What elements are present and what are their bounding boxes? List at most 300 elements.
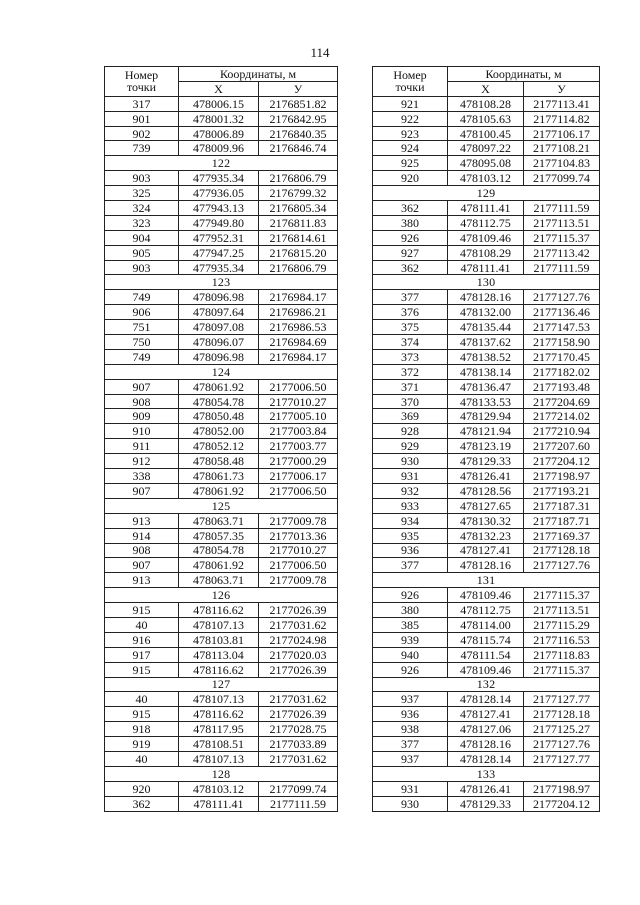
x-coordinate-cell: 478136.47 <box>448 379 524 394</box>
x-coordinate-cell: 478126.41 <box>448 469 524 484</box>
x-header: Х <box>179 81 259 96</box>
point-number-cell: 926 <box>373 588 448 603</box>
table-row <box>373 751 600 766</box>
x-coordinate-cell: 478128.16 <box>448 558 524 573</box>
y-coordinate-cell: 2177099.74 <box>524 171 600 186</box>
y-coordinate-cell: 2176815.20 <box>259 245 338 260</box>
table-row <box>105 722 338 737</box>
table-row <box>373 647 600 662</box>
x-coordinate-cell: 478133.53 <box>448 394 524 409</box>
y-coordinate-cell: 2176799.32 <box>259 186 338 201</box>
point-label-line1: Номер <box>393 68 427 83</box>
point-number-cell: 917 <box>105 647 179 662</box>
point-number-cell: 380 <box>373 215 448 230</box>
point-number-cell: 371 <box>373 379 448 394</box>
table-row <box>105 558 338 573</box>
table-row <box>105 543 338 558</box>
y-header: У <box>259 81 338 96</box>
x-coordinate-cell: 478138.52 <box>448 349 524 364</box>
table-row <box>373 335 600 350</box>
point-number-cell: 739 <box>105 141 179 156</box>
x-coordinate-cell: 478054.78 <box>179 543 259 558</box>
point-number-cell: 933 <box>373 498 448 513</box>
group-label: 133 <box>373 766 600 781</box>
y-coordinate-cell: 2177115.37 <box>524 588 600 603</box>
x-coordinate-cell: 478108.28 <box>448 96 524 111</box>
table-row <box>105 349 338 364</box>
point-number-cell: 325 <box>105 186 179 201</box>
table-row <box>373 692 600 707</box>
x-coordinate-cell: 478052.12 <box>179 439 259 454</box>
y-coordinate-cell: 2177026.39 <box>259 707 338 722</box>
point-number-cell: 927 <box>373 245 448 260</box>
table-row <box>105 469 338 484</box>
x-coordinate-cell: 478063.71 <box>179 573 259 588</box>
y-coordinate-cell: 2177009.78 <box>259 573 338 588</box>
y-coordinate-cell: 2176811.83 <box>259 215 338 230</box>
y-coordinate-cell: 2177111.59 <box>524 201 600 216</box>
point-number-cell: 921 <box>373 96 448 111</box>
page-number: 114 <box>310 45 330 60</box>
y-coordinate-cell: 2176840.35 <box>259 126 338 141</box>
x-coordinate-cell: 478097.22 <box>448 141 524 156</box>
coords-header: Координаты, м <box>448 67 600 82</box>
table-row <box>373 290 600 305</box>
point-number-cell: 323 <box>105 215 179 230</box>
table-row <box>105 141 338 156</box>
point-number-cell: 372 <box>373 364 448 379</box>
y-coordinate-cell: 2176846.74 <box>259 141 338 156</box>
group-row <box>105 156 338 171</box>
table-row <box>373 156 600 171</box>
y-coordinate-cell: 2177193.48 <box>524 379 600 394</box>
group-label: 124 <box>105 364 338 379</box>
point-number-cell: 914 <box>105 528 179 543</box>
table-row <box>373 558 600 573</box>
table-row <box>105 424 338 439</box>
x-coordinate-cell: 478100.45 <box>448 126 524 141</box>
x-coordinate-cell: 478061.73 <box>179 469 259 484</box>
point-number-cell: 912 <box>105 454 179 469</box>
point-number-cell: 929 <box>373 439 448 454</box>
y-coordinate-cell: 2177115.37 <box>524 662 600 677</box>
x-coordinate-cell: 478108.29 <box>448 245 524 260</box>
point-number-cell: 375 <box>373 320 448 335</box>
x-coordinate-cell: 478097.08 <box>179 320 259 335</box>
y-coordinate-cell: 2177006.17 <box>259 469 338 484</box>
y-coordinate-cell: 2177193.21 <box>524 483 600 498</box>
table-row <box>373 171 600 186</box>
y-header: У <box>524 81 600 96</box>
y-coordinate-cell: 2177024.98 <box>259 632 338 647</box>
y-coordinate-cell: 2177204.12 <box>524 454 600 469</box>
table-row <box>105 573 338 588</box>
point-number-cell: 338 <box>105 469 179 484</box>
table-row <box>105 290 338 305</box>
y-coordinate-cell: 2177033.89 <box>259 737 338 752</box>
x-header: Х <box>448 81 524 96</box>
table-row <box>373 364 600 379</box>
point-number-cell: 907 <box>105 379 179 394</box>
x-coordinate-cell: 478128.14 <box>448 751 524 766</box>
group-row <box>373 766 600 781</box>
x-coordinate-cell: 478116.62 <box>179 603 259 618</box>
group-row <box>373 275 600 290</box>
y-coordinate-cell: 2177127.76 <box>524 558 600 573</box>
point-number-cell: 925 <box>373 156 448 171</box>
table-row <box>105 126 338 141</box>
table-row <box>373 498 600 513</box>
point-number-cell: 920 <box>105 781 179 796</box>
table-row <box>105 245 338 260</box>
coords-header: Координаты, м <box>179 67 338 82</box>
coordinates-table-right <box>372 66 600 812</box>
y-coordinate-cell: 2177111.59 <box>524 260 600 275</box>
point-number-cell: 911 <box>105 439 179 454</box>
point-number-cell: 936 <box>373 707 448 722</box>
point-number-cell: 910 <box>105 424 179 439</box>
table-row <box>373 349 600 364</box>
table-row <box>373 737 600 752</box>
y-coordinate-cell: 2177198.97 <box>524 781 600 796</box>
table-row <box>105 662 338 677</box>
y-coordinate-cell: 2177210.94 <box>524 424 600 439</box>
point-number-cell: 751 <box>105 320 179 335</box>
point-number-cell: 928 <box>373 424 448 439</box>
y-coordinate-cell: 2177118.83 <box>524 647 600 662</box>
group-row <box>373 677 600 692</box>
x-coordinate-cell: 478138.14 <box>448 364 524 379</box>
point-number-cell: 377 <box>373 737 448 752</box>
point-number-cell: 909 <box>105 409 179 424</box>
point-label-line1: Номер <box>124 68 159 83</box>
table-row <box>373 617 600 632</box>
table-row <box>373 215 600 230</box>
table-row <box>105 320 338 335</box>
x-coordinate-cell: 478109.46 <box>448 588 524 603</box>
x-coordinate-cell: 478103.81 <box>179 632 259 647</box>
x-coordinate-cell: 478006.89 <box>179 126 259 141</box>
y-coordinate-cell: 2177169.37 <box>524 528 600 543</box>
table-row <box>373 201 600 216</box>
point-number-cell: 370 <box>373 394 448 409</box>
table-row <box>105 394 338 409</box>
x-coordinate-cell: 478129.33 <box>448 454 524 469</box>
point-number-cell: 930 <box>373 796 448 811</box>
table-row <box>373 454 600 469</box>
x-coordinate-cell: 478111.54 <box>448 647 524 662</box>
point-number-cell: 317 <box>105 96 179 111</box>
point-number-cell: 926 <box>373 230 448 245</box>
x-coordinate-cell: 477935.34 <box>179 260 259 275</box>
y-coordinate-cell: 2177005.10 <box>259 409 338 424</box>
x-coordinate-cell: 478107.13 <box>179 617 259 632</box>
y-coordinate-cell: 2176806.79 <box>259 260 338 275</box>
y-coordinate-cell: 2177106.17 <box>524 126 600 141</box>
y-coordinate-cell: 2177214.02 <box>524 409 600 424</box>
y-coordinate-cell: 2176984.17 <box>259 290 338 305</box>
point-number-cell: 915 <box>105 662 179 677</box>
x-coordinate-cell: 477947.25 <box>179 245 259 260</box>
point-number-cell: 362 <box>373 260 448 275</box>
point-number-cell: 926 <box>373 662 448 677</box>
x-coordinate-cell: 478129.33 <box>448 796 524 811</box>
table-row <box>105 617 338 632</box>
x-coordinate-cell: 478096.98 <box>179 290 259 305</box>
y-coordinate-cell: 2177187.71 <box>524 513 600 528</box>
table-row <box>105 171 338 186</box>
coordinates-table-left <box>104 66 338 812</box>
table-row <box>373 320 600 335</box>
y-coordinate-cell: 2176814.61 <box>259 230 338 245</box>
point-number-header <box>373 67 448 97</box>
table-row <box>105 96 338 111</box>
y-coordinate-cell: 2177031.62 <box>259 617 338 632</box>
x-coordinate-cell: 478113.04 <box>179 647 259 662</box>
table-row <box>105 215 338 230</box>
x-coordinate-cell: 478054.78 <box>179 394 259 409</box>
point-number-cell: 920 <box>373 171 448 186</box>
point-number-cell: 901 <box>105 111 179 126</box>
point-number-cell: 377 <box>373 558 448 573</box>
table-row <box>373 141 600 156</box>
group-row <box>373 186 600 201</box>
table-row <box>373 796 600 811</box>
group-label: 128 <box>105 766 338 781</box>
x-coordinate-cell: 478050.48 <box>179 409 259 424</box>
table-row <box>105 409 338 424</box>
y-coordinate-cell: 2176805.34 <box>259 201 338 216</box>
x-coordinate-cell: 478127.06 <box>448 722 524 737</box>
y-coordinate-cell: 2177128.18 <box>524 707 600 722</box>
point-number-cell: 932 <box>373 483 448 498</box>
point-number-cell: 907 <box>105 483 179 498</box>
point-number-cell: 903 <box>105 260 179 275</box>
point-number-cell: 903 <box>105 171 179 186</box>
x-coordinate-cell: 478116.62 <box>179 707 259 722</box>
table-row <box>373 662 600 677</box>
y-coordinate-cell: 2177006.50 <box>259 558 338 573</box>
point-number-cell: 908 <box>105 394 179 409</box>
y-coordinate-cell: 2177147.53 <box>524 320 600 335</box>
y-coordinate-cell: 2177026.39 <box>259 662 338 677</box>
y-coordinate-cell: 2177115.29 <box>524 617 600 632</box>
x-coordinate-cell: 478052.00 <box>179 424 259 439</box>
x-coordinate-cell: 478103.12 <box>179 781 259 796</box>
point-number-cell: 380 <box>373 603 448 618</box>
y-coordinate-cell: 2177115.37 <box>524 230 600 245</box>
group-label: 129 <box>373 186 600 201</box>
table-row <box>373 96 600 111</box>
y-coordinate-cell: 2176986.53 <box>259 320 338 335</box>
point-number-cell: 362 <box>373 201 448 216</box>
x-coordinate-cell: 477949.80 <box>179 215 259 230</box>
table-row <box>105 692 338 707</box>
table-row <box>105 528 338 543</box>
x-coordinate-cell: 478006.15 <box>179 96 259 111</box>
x-coordinate-cell: 478129.94 <box>448 409 524 424</box>
y-coordinate-cell: 2177000.29 <box>259 454 338 469</box>
point-number-cell: 40 <box>105 692 179 707</box>
y-coordinate-cell: 2177009.78 <box>259 513 338 528</box>
table-row <box>373 260 600 275</box>
group-label: 125 <box>105 498 338 513</box>
x-coordinate-cell: 478097.64 <box>179 305 259 320</box>
x-coordinate-cell: 478109.46 <box>448 662 524 677</box>
table-row <box>105 305 338 320</box>
y-coordinate-cell: 2177182.02 <box>524 364 600 379</box>
table-row <box>105 111 338 126</box>
x-coordinate-cell: 478111.41 <box>448 201 524 216</box>
x-coordinate-cell: 478132.23 <box>448 528 524 543</box>
point-number-cell: 904 <box>105 230 179 245</box>
table-row <box>373 707 600 722</box>
table-row <box>105 737 338 752</box>
group-label: 126 <box>105 588 338 603</box>
point-label-line2: точки <box>126 80 157 95</box>
table-row <box>373 230 600 245</box>
point-number-cell: 376 <box>373 305 448 320</box>
x-coordinate-cell: 478137.62 <box>448 335 524 350</box>
point-number-cell: 930 <box>373 454 448 469</box>
y-coordinate-cell: 2177207.60 <box>524 439 600 454</box>
x-coordinate-cell: 478128.16 <box>448 737 524 752</box>
table-row <box>105 483 338 498</box>
table-row <box>105 781 338 796</box>
table-row <box>105 201 338 216</box>
x-coordinate-cell: 478058.48 <box>179 454 259 469</box>
group-label: 131 <box>373 573 600 588</box>
y-coordinate-cell: 2177006.50 <box>259 483 338 498</box>
x-coordinate-cell: 478117.95 <box>179 722 259 737</box>
x-coordinate-cell: 478061.92 <box>179 483 259 498</box>
table-row <box>373 483 600 498</box>
table-row <box>373 528 600 543</box>
x-coordinate-cell: 478114.00 <box>448 617 524 632</box>
table-row <box>373 781 600 796</box>
x-coordinate-cell: 477952.31 <box>179 230 259 245</box>
y-coordinate-cell: 2177198.97 <box>524 469 600 484</box>
y-coordinate-cell: 2177113.41 <box>524 96 600 111</box>
y-coordinate-cell: 2177127.77 <box>524 751 600 766</box>
point-number-cell: 935 <box>373 528 448 543</box>
x-coordinate-cell: 478111.41 <box>448 260 524 275</box>
table-row <box>105 647 338 662</box>
table-row <box>373 469 600 484</box>
x-coordinate-cell: 478096.07 <box>179 335 259 350</box>
table-row <box>373 543 600 558</box>
point-number-cell: 749 <box>105 290 179 305</box>
y-coordinate-cell: 2177114.82 <box>524 111 600 126</box>
x-coordinate-cell: 478127.65 <box>448 498 524 513</box>
x-coordinate-cell: 478128.14 <box>448 692 524 707</box>
y-coordinate-cell: 2176984.17 <box>259 349 338 364</box>
x-coordinate-cell: 478128.56 <box>448 483 524 498</box>
table-row <box>105 260 338 275</box>
x-coordinate-cell: 478061.92 <box>179 558 259 573</box>
x-coordinate-cell: 478107.13 <box>179 692 259 707</box>
table-row <box>105 751 338 766</box>
x-coordinate-cell: 477943.13 <box>179 201 259 216</box>
table-row <box>373 632 600 647</box>
table-row <box>105 230 338 245</box>
x-coordinate-cell: 478132.00 <box>448 305 524 320</box>
y-coordinate-cell: 2177125.27 <box>524 722 600 737</box>
table-row <box>105 439 338 454</box>
x-coordinate-cell: 478096.98 <box>179 349 259 364</box>
point-number-header <box>105 67 179 97</box>
point-number-cell: 40 <box>105 751 179 766</box>
table-row <box>373 588 600 603</box>
x-coordinate-cell: 478112.75 <box>448 215 524 230</box>
y-coordinate-cell: 2177170.45 <box>524 349 600 364</box>
table-row <box>373 409 600 424</box>
y-coordinate-cell: 2177136.46 <box>524 305 600 320</box>
group-row <box>105 588 338 603</box>
y-coordinate-cell: 2176842.95 <box>259 111 338 126</box>
point-number-cell: 369 <box>373 409 448 424</box>
y-coordinate-cell: 2177113.51 <box>524 603 600 618</box>
y-coordinate-cell: 2177108.21 <box>524 141 600 156</box>
point-number-cell: 907 <box>105 558 179 573</box>
x-coordinate-cell: 478115.74 <box>448 632 524 647</box>
table-row <box>105 707 338 722</box>
point-number-cell: 40 <box>105 617 179 632</box>
table-row <box>373 722 600 737</box>
x-coordinate-cell: 478127.41 <box>448 543 524 558</box>
point-number-cell: 324 <box>105 201 179 216</box>
point-number-cell: 940 <box>373 647 448 662</box>
x-coordinate-cell: 478109.46 <box>448 230 524 245</box>
point-number-cell: 937 <box>373 692 448 707</box>
point-number-cell: 913 <box>105 513 179 528</box>
y-coordinate-cell: 2177003.77 <box>259 439 338 454</box>
x-coordinate-cell: 478123.19 <box>448 439 524 454</box>
x-coordinate-cell: 478135.44 <box>448 320 524 335</box>
table-row <box>373 305 600 320</box>
y-coordinate-cell: 2177003.84 <box>259 424 338 439</box>
y-coordinate-cell: 2177113.51 <box>524 215 600 230</box>
point-number-cell: 936 <box>373 543 448 558</box>
table-row <box>105 379 338 394</box>
table-row <box>373 126 600 141</box>
y-coordinate-cell: 2177026.39 <box>259 603 338 618</box>
y-coordinate-cell: 2177111.59 <box>259 796 338 811</box>
group-label: 132 <box>373 677 600 692</box>
point-number-cell: 906 <box>105 305 179 320</box>
point-number-cell: 918 <box>105 722 179 737</box>
x-coordinate-cell: 478116.62 <box>179 662 259 677</box>
point-number-cell: 938 <box>373 722 448 737</box>
table-row <box>373 111 600 126</box>
x-coordinate-cell: 478111.41 <box>179 796 259 811</box>
x-coordinate-cell: 478061.92 <box>179 379 259 394</box>
y-coordinate-cell: 2177010.27 <box>259 543 338 558</box>
y-coordinate-cell: 2177020.03 <box>259 647 338 662</box>
point-number-cell: 362 <box>105 796 179 811</box>
y-coordinate-cell: 2177031.62 <box>259 692 338 707</box>
group-label: 122 <box>105 156 338 171</box>
x-coordinate-cell: 478105.63 <box>448 111 524 126</box>
y-coordinate-cell: 2177104.83 <box>524 156 600 171</box>
y-coordinate-cell: 2177099.74 <box>259 781 338 796</box>
table-row <box>373 513 600 528</box>
table-row <box>373 424 600 439</box>
point-number-cell: 377 <box>373 290 448 305</box>
point-number-cell: 916 <box>105 632 179 647</box>
x-coordinate-cell: 478057.35 <box>179 528 259 543</box>
y-coordinate-cell: 2176851.82 <box>259 96 338 111</box>
